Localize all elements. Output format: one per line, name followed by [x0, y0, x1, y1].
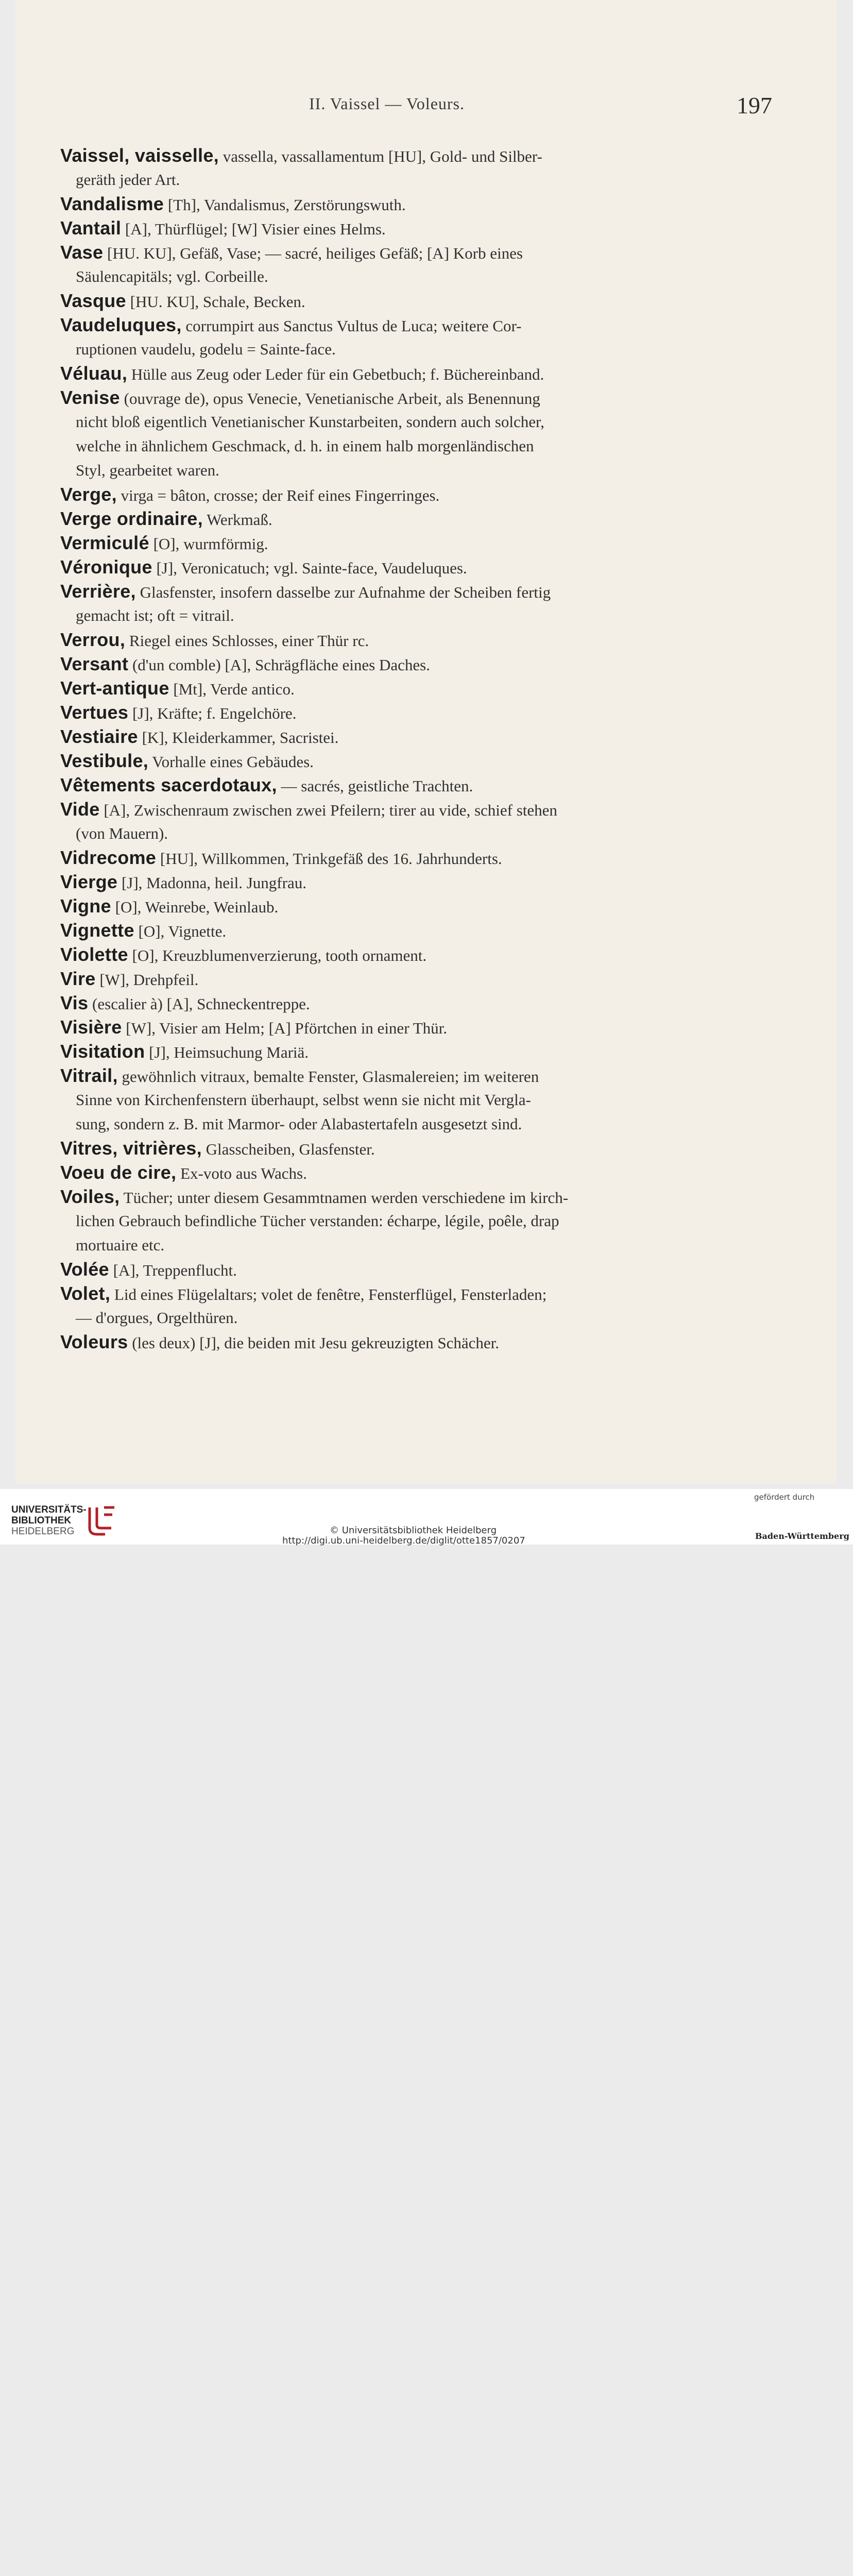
- entry-definition: [J], Veronicatuch; vgl. Sainte-face, Vaudeluques.: [152, 559, 467, 577]
- entry-line: [60, 652, 771, 676]
- entry-line: [60, 216, 771, 240]
- entry-definition: Styl, gearbeitet waren.: [76, 461, 219, 479]
- entry-definition: [O], Vignette.: [134, 922, 227, 940]
- entry-headword: Volet,: [60, 1283, 111, 1304]
- entry-headword: Vasque: [60, 290, 126, 311]
- running-head: II. Vaissel — Voleurs.: [309, 94, 465, 113]
- entry-line: [60, 1330, 771, 1354]
- entry-definition: [O], Kreuzblumenverzierung, tooth ornament.: [128, 946, 427, 964]
- entry-continuation-line: [60, 410, 771, 434]
- entry-continuation-line: [60, 434, 771, 458]
- entry-continuation-line: [60, 1209, 771, 1233]
- entry-headword: Vidrecome: [60, 847, 157, 868]
- entry-line: [60, 531, 771, 555]
- entry-headword: Vignette: [60, 920, 134, 941]
- entry-definition: Hülle aus Zeug oder Leder für ein Gebetbuch; f. Büchereinband.: [127, 365, 544, 383]
- entry-headword: Vide: [60, 799, 100, 820]
- entry-line: [60, 773, 771, 797]
- entry-definition: welche in ähnlichem Geschmack, d. h. in einem halb morgenländischen: [76, 437, 534, 455]
- entry-definition: gewöhnlich vitraux, bemalte Fenster, Glasmalereien; im weiteren: [117, 1067, 539, 1086]
- entry-definition: [HU. KU], Schale, Becken.: [126, 293, 305, 311]
- funded-by-label: gefördert durch: [754, 1493, 815, 1502]
- entry-definition: virga = bâton, crosse; der Reif eines Fingerringes.: [116, 486, 440, 504]
- entry-headword: Vire: [60, 968, 96, 989]
- entry-definition: Werkmaß.: [202, 511, 272, 529]
- entry-line: [60, 1281, 771, 1306]
- entry-definition: [A], Thürflügel; [W] Visier eines Helms.: [121, 220, 386, 238]
- entry-definition: Glasfenster, insofern dasselbe zur Aufnahme der Scheiben fertig: [135, 583, 551, 601]
- entry-headword: Vis: [60, 992, 89, 1013]
- entry-line: [60, 991, 771, 1015]
- entry-continuation-line: [60, 337, 771, 361]
- entry-line: [60, 967, 771, 991]
- entry-line: [60, 724, 771, 749]
- entry-continuation-line: [60, 264, 771, 289]
- entry-definition: Sinne von Kirchenfenstern überhaupt, selbst wenn sie nicht mit Vergla-: [76, 1091, 531, 1109]
- entry-line: [60, 482, 771, 506]
- funder-name: Baden-Württemberg: [755, 1531, 849, 1541]
- entry-line: [60, 361, 771, 385]
- entry-definition: — d'orgues, Orgelthüren.: [76, 1309, 238, 1327]
- entry-definition: [J], Kräfte; f. Engelchöre.: [128, 704, 297, 722]
- entry-headword: Verrou,: [60, 629, 126, 650]
- entry-definition: nicht bloß eigentlich Venetianischer Kunstarbeiten, sondern auch solcher,: [76, 413, 544, 431]
- entry-definition: vassella, vassallamentum [HU], Gold- und Silber-: [218, 147, 542, 165]
- entry-line: [60, 797, 771, 821]
- entry-continuation-line: [60, 1112, 771, 1136]
- entry-headword: Vitres, vitrières,: [60, 1138, 202, 1159]
- entry-definition: (escalier à) [A], Schneckentreppe.: [88, 995, 310, 1013]
- entry-definition: [K], Kleiderkammer, Sacristei.: [138, 728, 339, 747]
- entry-line: [60, 506, 771, 531]
- entry-headword: Vandalisme: [60, 193, 164, 214]
- entry-line: [60, 579, 771, 603]
- entry-definition: (von Mauern).: [76, 824, 168, 842]
- entry-headword: Versant: [60, 653, 129, 674]
- entry-continuation-line: [60, 821, 771, 845]
- entry-line: [60, 918, 771, 942]
- entry-headword: Vestibule,: [60, 750, 149, 771]
- entry-line: [60, 1160, 771, 1184]
- entry-line: [60, 1136, 771, 1160]
- entry-definition: (les deux) [J], die beiden mit Jesu gekreuzigten Schächer.: [128, 1334, 499, 1352]
- entry-headword: Voeu de cire,: [60, 1162, 177, 1183]
- scanned-page: [15, 0, 837, 1484]
- entry-line: [60, 385, 771, 410]
- entry-continuation-line: [60, 167, 771, 192]
- source-url-link[interactable]: http://digi.ub.uni-heidelberg.de/diglit/otte1857/0207: [282, 1535, 525, 1546]
- entry-definition: Tücher; unter diesem Gesammtnamen werden verschiedene im kirch-: [120, 1189, 569, 1207]
- entry-definition: mortuaire etc.: [76, 1236, 165, 1254]
- ub-logo-text: [11, 1504, 87, 1537]
- entry-line: [60, 143, 771, 167]
- entry-continuation-line: [60, 1088, 771, 1112]
- entry-definition: [Mt], Verde antico.: [169, 680, 295, 698]
- entry-line: [60, 1039, 771, 1063]
- entry-continuation-line: [60, 603, 771, 628]
- entry-definition: gemacht ist; oft = vitrail.: [76, 606, 234, 624]
- entry-definition: Riegel eines Schlosses, einer Thür rc.: [125, 632, 369, 650]
- entry-line: [60, 313, 771, 337]
- entry-headword: Vase: [60, 242, 104, 263]
- ub-line-3: HEIDELBERG: [11, 1526, 75, 1537]
- entry-headword: Vigne: [60, 895, 111, 917]
- ub-line-1: UNIVERSITÄTS-: [11, 1504, 87, 1515]
- entry-headword: Visière: [60, 1016, 122, 1038]
- entry-definition: [J], Heimsuchung Mariä.: [145, 1043, 309, 1061]
- entry-line: [60, 749, 771, 773]
- entry-headword: Verge,: [60, 484, 117, 505]
- entry-headword: Violette: [60, 944, 128, 965]
- entry-headword: Vermiculé: [60, 532, 149, 553]
- copyright-text: © Universitätsbibliothek Heidelberg: [330, 1525, 497, 1536]
- entry-line: [60, 845, 771, 870]
- entry-definition: Ex-voto aus Wachs.: [176, 1164, 307, 1182]
- entry-definition: [J], Madonna, heil. Jungfrau.: [117, 874, 306, 892]
- glossary-entries: [60, 143, 771, 1354]
- entry-continuation-line: [60, 1233, 771, 1257]
- entry-definition: [W], Visier am Helm; [A] Pförtchen in einer Thür.: [122, 1019, 448, 1037]
- entry-line: [60, 192, 771, 216]
- entry-definition: Vorhalle eines Gebäudes.: [148, 753, 314, 771]
- entry-headword: Vêtements sacerdotaux,: [60, 774, 277, 795]
- entry-line: [60, 1184, 771, 1209]
- entry-line: [60, 1015, 771, 1039]
- entry-definition: sung, sondern z. B. mit Marmor- oder Alabastertafeln ausgesetzt sind.: [76, 1115, 522, 1133]
- entry-line: [60, 1257, 771, 1281]
- entry-definition: [A], Treppenflucht.: [109, 1261, 237, 1279]
- entry-headword: Véluau,: [60, 363, 128, 384]
- entry-continuation-line: [60, 1306, 771, 1330]
- entry-headword: Vitrail,: [60, 1065, 118, 1086]
- entry-headword: Vierge: [60, 871, 118, 892]
- entry-definition: [Th], Vandalismus, Zerstörungswuth.: [164, 196, 406, 214]
- entry-headword: Venise: [60, 387, 120, 408]
- entry-headword: Vertues: [60, 702, 129, 723]
- ub-logo-icon: [86, 1504, 116, 1537]
- entry-definition: (ouvrage de), opus Venecie, Venetianische Arbeit, als Benennung: [120, 389, 540, 408]
- entry-line: [60, 628, 771, 652]
- entry-definition: — sacrés, geistliche Trachten.: [277, 777, 473, 795]
- entry-definition: (d'un comble) [A], Schrägfläche eines Daches.: [128, 656, 430, 674]
- entry-definition: [O], wurmförmig.: [149, 535, 268, 553]
- entry-line: [60, 870, 771, 894]
- entry-line: [60, 894, 771, 918]
- entry-definition: ruptionen vaudelu, godelu = Sainte-face.: [76, 340, 336, 358]
- entry-line: [60, 240, 771, 264]
- page-number: 197: [737, 92, 772, 118]
- entry-headword: Véronique: [60, 556, 152, 578]
- entry-headword: Verrière,: [60, 581, 136, 602]
- entry-line: [60, 1063, 771, 1088]
- entry-headword: Vaudeluques,: [60, 314, 182, 335]
- entry-line: [60, 555, 771, 579]
- entry-line: [60, 700, 771, 724]
- ub-line-2: BIBLIOTHEK: [11, 1515, 72, 1526]
- entry-definition: lichen Gebrauch befindliche Tücher verstanden: écharpe, légile, poêle, drap: [76, 1212, 559, 1230]
- entry-headword: Vestiaire: [60, 726, 138, 747]
- entry-definition: Glasscheiben, Glasfenster.: [201, 1140, 375, 1158]
- entry-headword: Volée: [60, 1259, 109, 1280]
- entry-definition: corrumpirt aus Sanctus Vultus de Luca; weitere Cor-: [181, 317, 522, 335]
- entry-definition: [O], Weinrebe, Weinlaub.: [111, 898, 279, 916]
- entry-definition: [A], Zwischenraum zwischen zwei Pfeilern; tirer au vide, schief stehen: [99, 801, 557, 819]
- entry-headword: Visitation: [60, 1041, 145, 1062]
- entry-definition: Lid eines Flügelaltars; volet de fenêtre, Fensterflügel, Fensterladen;: [110, 1285, 547, 1303]
- entry-continuation-line: [60, 458, 771, 482]
- entry-headword: Vantail: [60, 217, 122, 239]
- entry-headword: Voleurs: [60, 1331, 128, 1352]
- entry-headword: Verge ordinaire,: [60, 508, 203, 529]
- entry-definition: [HU], Willkommen, Trinkgefäß des 16. Jahrhunderts.: [156, 850, 502, 868]
- entry-definition: geräth jeder Art.: [76, 171, 180, 189]
- entry-line: [60, 942, 771, 967]
- entry-definition: Säulencapitäls; vgl. Corbeille.: [76, 267, 268, 285]
- entry-definition: [W], Drehpfeil.: [95, 971, 199, 989]
- entry-line: [60, 289, 771, 313]
- entry-headword: Vaissel, vaisselle,: [60, 145, 219, 166]
- entry-headword: Voiles,: [60, 1186, 120, 1207]
- entry-line: [60, 676, 771, 700]
- entry-headword: Vert-antique: [60, 677, 169, 699]
- entry-definition: [HU. KU], Gefäß, Vase; — sacré, heiliges Gefäß; [A] Korb eines: [103, 244, 523, 262]
